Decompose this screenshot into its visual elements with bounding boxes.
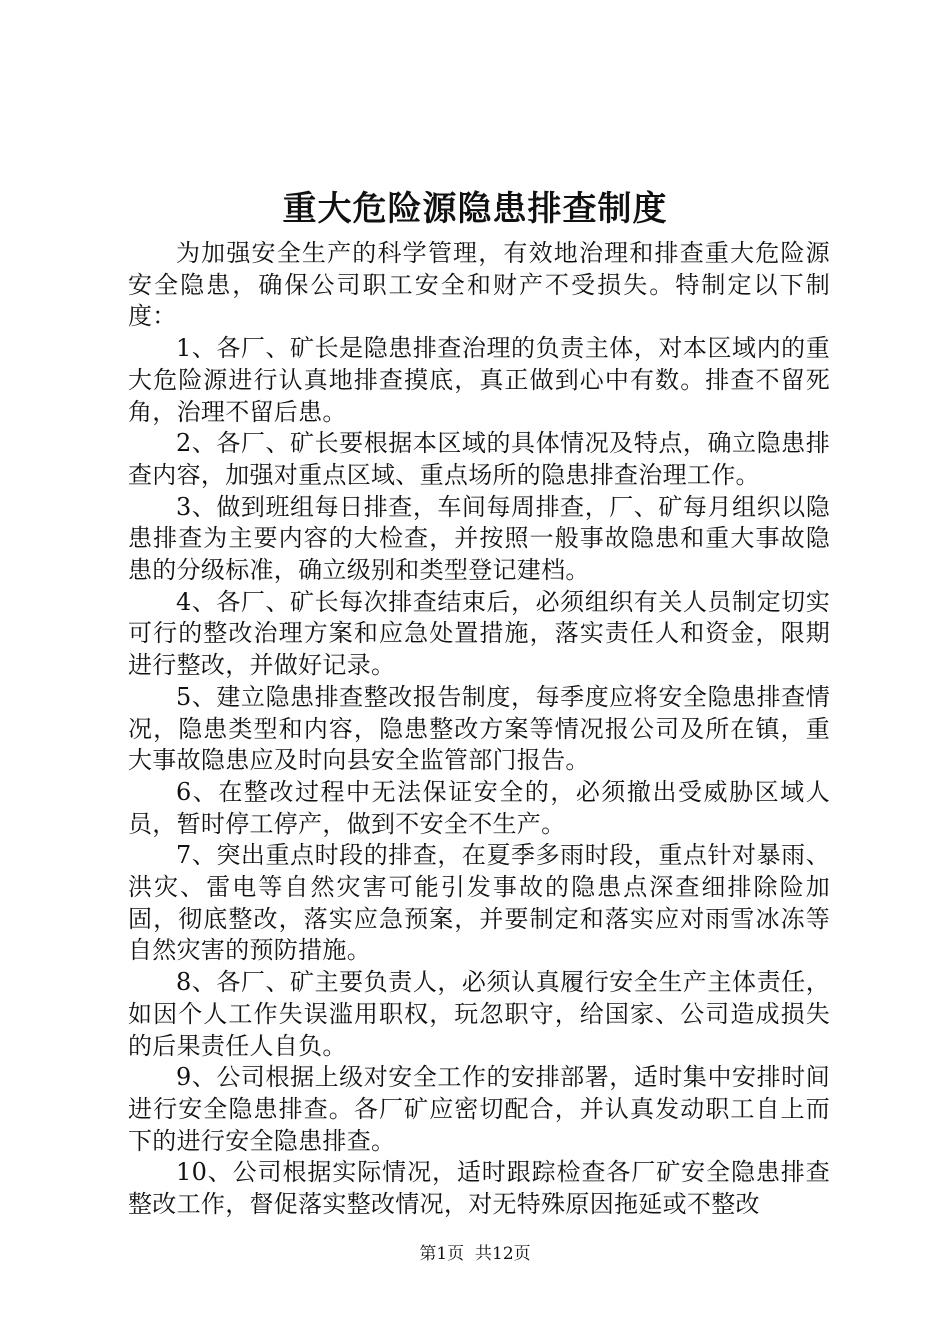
clause-2-paragraph: 2、各厂、矿长要根据本区域的具体情况及特点，确立隐患排查内容，加强对重点区域、重点场所的隐患排查治理工作。 [128, 429, 830, 489]
intro-paragraph: 为加强安全生产的科学管理，有效地治理和排查重大危险源安全隐患，确保公司职工安全和财产不受损失。特制定以下制度： [128, 239, 830, 331]
clause-9-paragraph: 9、公司根据上级对安全工作的安排部署，适时集中安排时间进行安全隐患排查。各厂矿应密切配合，并认真发动职工自上而下的进行安全隐患排查。 [128, 1063, 830, 1155]
page-total: 共12页 [475, 1244, 531, 1264]
page-footer [0, 1242, 950, 1266]
clause-8-paragraph: 8、各厂、矿主要负责人，必须认真履行安全生产主体责任，如因个人工作失误滥用职权，玩忽职守，给国家、公司造成损失的后果责任人自负。 [128, 968, 830, 1060]
clause-5-paragraph: 5、建立隐患排查整改报告制度，每季度应将安全隐患排查情况，隐患类型和内容，隐患整改方案等情况报公司及所在镇，重大事故隐患应及时向县安全监管部门报告。 [128, 682, 830, 775]
clause-1-paragraph: 1、各厂、矿长是隐患排查治理的负责主体，对本区域内的重大危险源进行认真地排查摸底，真正做到心中有数。排查不留死角，治理不留后患。 [128, 334, 830, 426]
clause-3-paragraph: 3、做到班组每日排查，车间每周排查，厂、矿每月组织以隐患排查为主要内容的大检查，并按照一般事故隐患和重大事故隐患的分级标准，确立级别和类型登记建档。 [128, 492, 830, 585]
clause-7-paragraph: 7、突出重点时段的排查，在夏季多雨时段，重点针对暴雨、洪灾、雷电等自然灾害可能引发事故的隐患点深查细排除险加固，彻底整改，落实应急预案，并要制定和落实应对雨雪冰冻等自然灾害的预防措施。 [128, 841, 830, 965]
clause-10-paragraph: 10、公司根据实际情况，适时跟踪检查各厂矿安全隐患排查整改工作，督促落实整改情况，对无特殊原因拖延或不整改 [128, 1158, 830, 1219]
page-number: 第1页 [419, 1244, 465, 1264]
document-title: 重大危险源隐患排查制度 [282, 189, 668, 229]
clause-6-paragraph: 6、在整改过程中无法保证安全的，必须撤出受威胁区域人员，暂时停工停产，做到不安全不生产。 [128, 777, 830, 838]
clause-4-paragraph: 4、各厂、矿长每次排查结束后，必须组织有关人员制定切实可行的整改治理方案和应急处置措施，落实责任人和资金，限期进行整改，并做好记录。 [128, 587, 830, 680]
document-body [128, 238, 830, 1221]
